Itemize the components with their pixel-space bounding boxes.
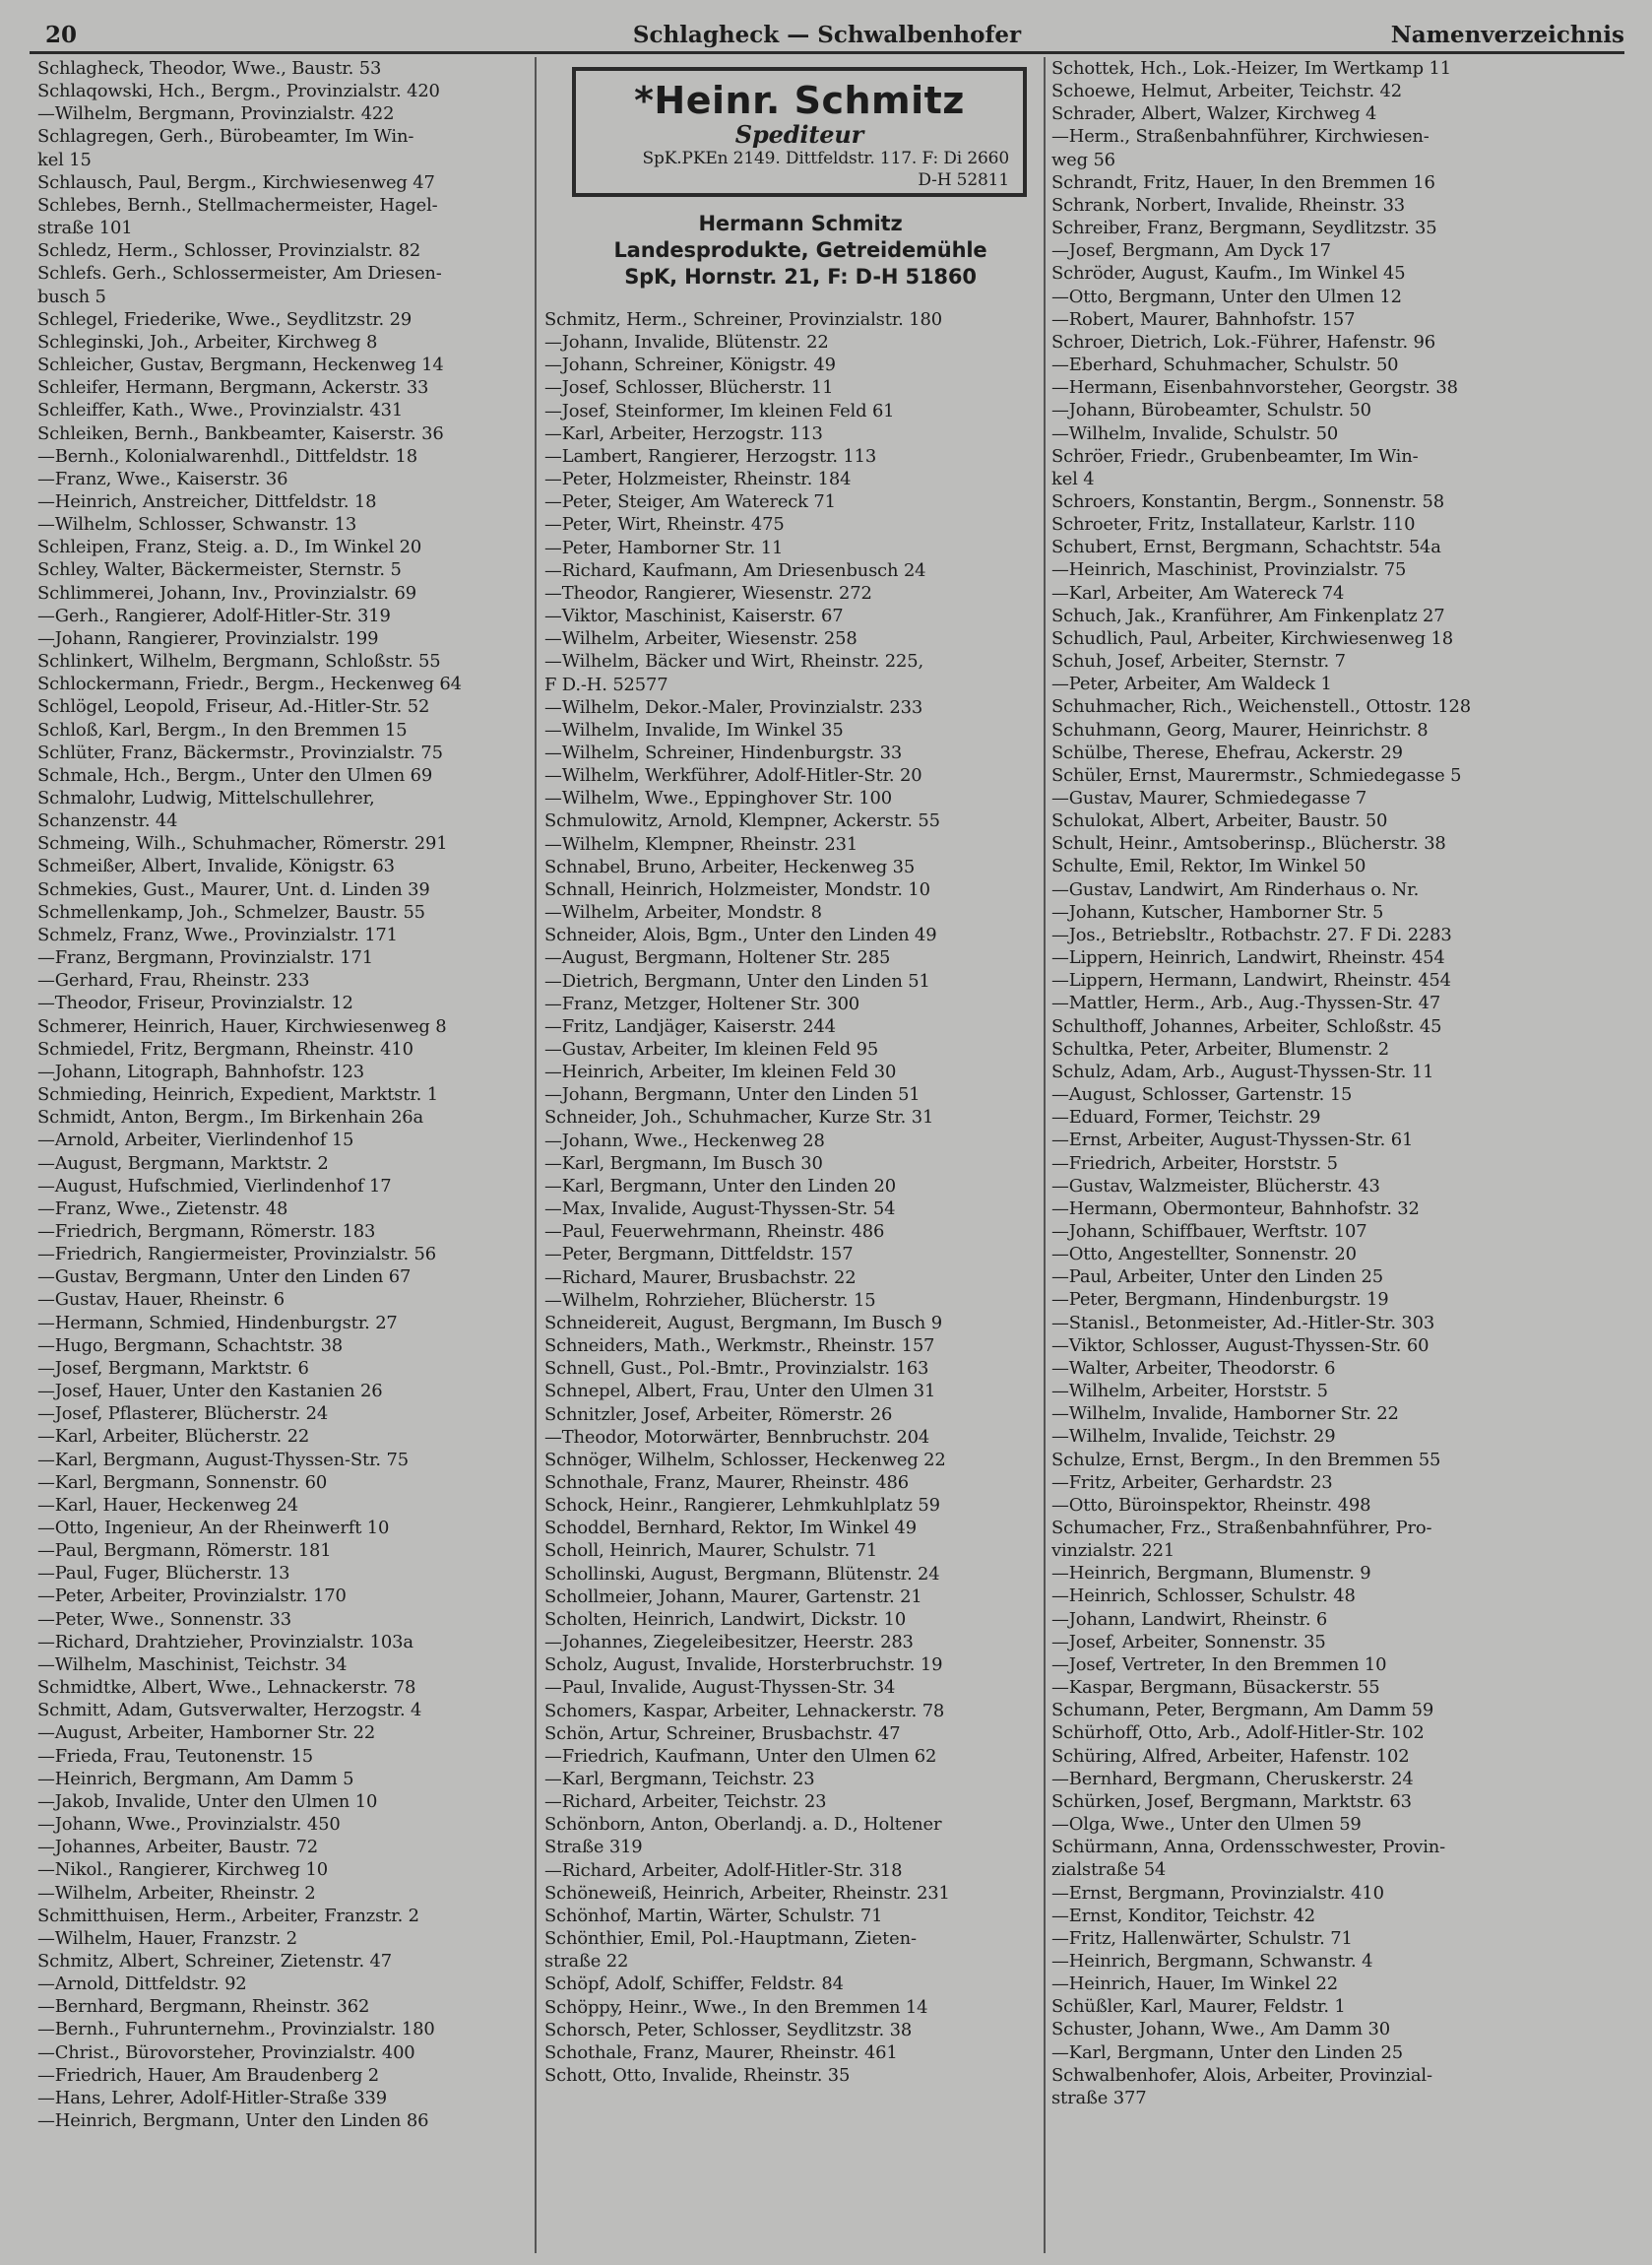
- directory-entry: Schmalohr, Ludwig, Mittelschullehrer,: [37, 788, 375, 809]
- directory-entry: —Ernst, Arbeiter, August-Thyssen-Str. 61: [1051, 1130, 1414, 1151]
- directory-entry: —Fritz, Arbeiter, Gerhardstr. 23: [1051, 1471, 1333, 1493]
- directory-entry: —Karl, Arbeiter, Am Watereck 74: [1051, 582, 1345, 604]
- directory-entry: Schlebes, Bernh., Stellmachermeister, Hagel-: [37, 194, 438, 216]
- directory-entry: Schmitz, Albert, Schreiner, Zietenstr. 47: [37, 1950, 392, 1972]
- directory-entry: —Karl, Bergmann, Sonnenstr. 60: [37, 1471, 328, 1493]
- directory-entry: Schönthier, Emil, Pol.-Hauptmann, Zieten-: [544, 1928, 917, 1950]
- directory-entry: —Richard, Arbeiter, Teichstr. 23: [544, 1791, 827, 1813]
- directory-entry: Schrandt, Fritz, Hauer, In den Bremmen 16: [1051, 171, 1435, 193]
- directory-entry: Schulthoff, Johannes, Arbeiter, Schloßstr. 45: [1051, 1015, 1442, 1037]
- directory-entry: —Peter, Arbeiter, Provinzialstr. 170: [37, 1586, 347, 1607]
- directory-entry: —Paul, Invalide, August-Thyssen-Str. 34: [544, 1677, 896, 1699]
- directory-entry: Schmitz, Herm., Schreiner, Provinzialstr. 180: [544, 309, 942, 330]
- directory-entry: —Wilhelm, Bergmann, Provinzialstr. 422: [37, 103, 395, 125]
- directory-entry: —Lippern, Heinrich, Landwirt, Rheinstr. 454: [1051, 947, 1445, 969]
- directory-entry: —August, Bergmann, Holtener Str. 285: [544, 947, 891, 969]
- directory-entry: F D.-H. 52577: [544, 674, 668, 695]
- directory-entry: —Peter, Arbeiter, Am Waldeck 1: [1051, 674, 1332, 695]
- directory-entry: —Josef, Schlosser, Blücherstr. 11: [544, 377, 834, 399]
- directory-entry: Schottek, Hch., Lok.-Heizer, Im Wertkamp 11: [1051, 58, 1451, 79]
- directory-entry: Schreiber, Franz, Bergmann, Seydlitzstr. 35: [1051, 218, 1437, 239]
- ad-phone-line: D-H 52811: [918, 170, 1009, 190]
- directory-entry: —Johann, Kutscher, Hamborner Str. 5: [1051, 901, 1384, 923]
- directory-entry: Schmitt, Adam, Gutsverwalter, Herzogstr. 4: [37, 1700, 422, 1721]
- directory-entry: —Bernh., Kolonialwarenhdl., Dittfeldstr. 18: [37, 445, 417, 467]
- directory-entry: Schön, Artur, Schreiner, Brusbachstr. 47: [544, 1722, 901, 1744]
- directory-entry: —Heinrich, Arbeiter, Im kleinen Feld 30: [544, 1062, 897, 1083]
- directory-entry: —August, Arbeiter, Hamborner Str. 22: [37, 1722, 376, 1744]
- directory-entry: Schnothale, Franz, Maurer, Rheinstr. 486: [544, 1471, 910, 1493]
- directory-entry: —Wilhelm, Werkführer, Adolf-Hitler-Str. 20: [544, 765, 922, 787]
- directory-entry: —Peter, Wirt, Rheinstr. 475: [544, 514, 785, 536]
- directory-entry: —Eberhard, Schuhmacher, Schulstr. 50: [1051, 355, 1399, 376]
- directory-entry: —Peter, Bergmann, Hindenburgstr. 19: [1051, 1289, 1389, 1311]
- directory-entry: —Johann, Bürobeamter, Schulstr. 50: [1051, 400, 1371, 421]
- directory-entry: Schuch, Jak., Kranführer, Am Finkenplatz 27: [1051, 605, 1445, 626]
- directory-entry: Schlausch, Paul, Bergm., Kirchwiesenweg 47: [37, 171, 435, 193]
- directory-entry: —Wilhelm, Arbeiter, Wiesenstr. 258: [544, 628, 858, 650]
- directory-entry: —Kaspar, Bergmann, Büsackerstr. 55: [1051, 1677, 1380, 1699]
- directory-entry: —Arnold, Dittfeldstr. 92: [37, 1974, 247, 1995]
- directory-entry: Schmidtke, Albert, Wwe., Lehnackerstr. 78: [37, 1677, 416, 1699]
- directory-entry: —Bernhard, Bergmann, Rheinstr. 362: [37, 1996, 370, 2018]
- directory-entry: Schürhoff, Otto, Arb., Adolf-Hitler-Str. 102: [1051, 1722, 1425, 1744]
- directory-entry: —Johannes, Arbeiter, Baustr. 72: [37, 1837, 318, 1858]
- directory-entry: —Karl, Bergmann, Unter den Linden 20: [544, 1175, 896, 1197]
- directory-entry: —Frieda, Frau, Teutonenstr. 15: [37, 1745, 314, 1767]
- directory-entry: —Hermann, Obermonteur, Bahnhofstr. 32: [1051, 1197, 1420, 1219]
- directory-entry: —Wilhelm, Invalide, Im Winkel 35: [544, 719, 844, 741]
- directory-entry: Schroeter, Fritz, Installateur, Karlstr. 110: [1051, 514, 1416, 536]
- directory-entry: —Heinrich, Schlosser, Schulstr. 48: [1051, 1586, 1356, 1607]
- directory-entry: kel 4: [1051, 468, 1095, 489]
- directory-entry: Schulokat, Albert, Arbeiter, Baustr. 50: [1051, 810, 1388, 832]
- directory-entry: —Franz, Wwe., Zietenstr. 48: [37, 1197, 288, 1219]
- column-1: [37, 57, 549, 2132]
- directory-entry: Schanzenstr. 44: [37, 810, 178, 832]
- directory-entry: Schleiffer, Kath., Wwe., Provinzialstr. 431: [37, 400, 404, 421]
- directory-entry: straße 22: [544, 1951, 629, 1973]
- directory-entry: —Jakob, Invalide, Unter den Ulmen 10: [37, 1790, 378, 1812]
- directory-entry: —Peter, Steiger, Am Watereck 71: [544, 491, 836, 513]
- directory-entry: Schrader, Albert, Walzer, Kirchweg 4: [1051, 103, 1377, 125]
- directory-entry: —Jos., Betriebsltr., Rotbachstr. 27. F Di. 2283: [1051, 924, 1452, 945]
- directory-entry: Schnabel, Bruno, Arbeiter, Heckenweg 35: [544, 856, 916, 877]
- directory-entry: —Heinrich, Anstreicher, Dittfeldstr. 18: [37, 490, 377, 512]
- directory-entry: Schorsch, Peter, Schlosser, Seydlitzstr. 38: [544, 2019, 913, 2040]
- page-header: [30, 18, 1624, 54]
- directory-entry: —Lippern, Hermann, Landwirt, Rheinstr. 454: [1051, 970, 1451, 992]
- directory-entry: —Richard, Kaufmann, Am Driesenbusch 24: [544, 559, 926, 581]
- directory-entry: straße 377: [1051, 2087, 1147, 2108]
- section-title: Namenverzeichnis: [1390, 22, 1624, 48]
- directory-entry: —Eduard, Former, Teichstr. 29: [1051, 1107, 1321, 1129]
- directory-entry: —Josef, Pflasterer, Blücherstr. 24: [37, 1403, 329, 1425]
- directory-entry: busch 5: [37, 286, 106, 307]
- directory-entry: —Hermann, Eisenbahnvorsteher, Georgstr. 38: [1051, 377, 1458, 399]
- directory-entry: —Heinrich, Hauer, Im Winkel 22: [1051, 1974, 1338, 1995]
- directory-entry: —Gustav, Arbeiter, Im kleinen Feld 95: [544, 1039, 879, 1060]
- directory-entry: —Wilhelm, Invalide, Hamborner Str. 22: [1051, 1403, 1399, 1425]
- directory-entry: —Peter, Hamborner Str. 11: [544, 537, 784, 558]
- directory-entry: Straße 319: [544, 1837, 643, 1858]
- directory-entry: Schlockermann, Friedr., Bergm., Heckenweg 64: [37, 674, 462, 695]
- directory-entry: Schuhmann, Georg, Maurer, Heinrichstr. 8: [1051, 719, 1429, 741]
- ad-contact: SpK, Hornstr. 21, F: D-H 51860: [624, 265, 977, 289]
- directory-entry: Scholten, Heinrich, Landwirt, Dickstr. 10: [544, 1608, 907, 1630]
- directory-entry: Schnell, Gust., Pol.-Bmtr., Provinzialstr. 163: [544, 1358, 929, 1380]
- directory-entry: —Bernh., Fuhrunternehm., Provinzialstr. 180: [37, 2019, 435, 2040]
- directory-entry: —Theodor, Friseur, Provinzialstr. 12: [37, 993, 353, 1014]
- directory-entry: —Otto, Büroinspektor, Rheinstr. 498: [1051, 1494, 1371, 1516]
- directory-entry: Schudlich, Paul, Arbeiter, Kirchwiesenweg 18: [1051, 627, 1453, 649]
- directory-entry: —August, Schlosser, Gartenstr. 15: [1051, 1084, 1353, 1106]
- directory-entry: Schmerer, Heinrich, Hauer, Kirchwiesenweg 8: [37, 1015, 447, 1037]
- directory-entry: Schoddel, Bernhard, Rektor, Im Winkel 49: [544, 1518, 917, 1539]
- directory-entry: —Johann, Schiffbauer, Werftstr. 107: [1051, 1220, 1367, 1242]
- directory-entry: —Heinrich, Bergmann, Unter den Linden 86: [37, 2110, 429, 2132]
- directory-entry: Schothale, Franz, Maurer, Rheinstr. 461: [544, 2041, 898, 2063]
- directory-entry: Schubert, Ernst, Bergmann, Schachtstr. 54a: [1051, 537, 1441, 558]
- directory-entry: Schnall, Heinrich, Holzmeister, Mondstr. 10: [544, 878, 930, 900]
- directory-entry: Schott, Otto, Invalide, Rheinstr. 35: [544, 2065, 851, 2087]
- directory-entry: —Gustav, Walzmeister, Blücherstr. 43: [1051, 1175, 1380, 1197]
- directory-entry: Schloß, Karl, Bergm., In den Bremmen 15: [37, 719, 408, 741]
- directory-entry: —Richard, Drahtzieher, Provinzialstr. 103a: [37, 1631, 413, 1652]
- directory-entry: Schürmann, Anna, Ordensschwester, Provin-: [1051, 1837, 1446, 1858]
- directory-entry: Schöneweiß, Heinrich, Arbeiter, Rheinstr. 231: [544, 1882, 950, 1904]
- directory-entry: —Friedrich, Kaufmann, Unter den Ulmen 62: [544, 1745, 937, 1767]
- directory-entry: —Josef, Vertreter, In den Bremmen 10: [1051, 1653, 1387, 1675]
- directory-entry: —Heinrich, Bergmann, Am Damm 5: [37, 1768, 354, 1789]
- directory-entry: —Johann, Landwirt, Rheinstr. 6: [1051, 1608, 1328, 1630]
- directory-entry: Schönhof, Martin, Wärter, Schulstr. 71: [544, 1905, 883, 1926]
- directory-entry: —Johann, Bergmann, Unter den Linden 51: [544, 1084, 921, 1106]
- directory-entry: Schlegel, Friederike, Wwe., Seydlitzstr. 29: [37, 308, 413, 330]
- directory-entry: Schollinski, August, Bergmann, Blütenstr. 24: [544, 1563, 940, 1585]
- directory-entry: —Josef, Arbeiter, Sonnenstr. 35: [1051, 1631, 1326, 1652]
- directory-entry: —Karl, Bergmann, August-Thyssen-Str. 75: [37, 1449, 409, 1470]
- directory-entry: weg 56: [1051, 149, 1115, 170]
- directory-entry: Schürken, Josef, Bergmann, Marktstr. 63: [1051, 1790, 1412, 1812]
- directory-entry: Schumann, Peter, Bergmann, Am Damm 59: [1051, 1700, 1434, 1721]
- directory-entry: —Mattler, Herm., Arb., Aug.-Thyssen-Str. 47: [1051, 993, 1441, 1014]
- directory-entry: —Franz, Wwe., Kaiserstr. 36: [37, 468, 288, 489]
- directory-entry: zialstraße 54: [1051, 1859, 1167, 1881]
- directory-entry: Schuh, Josef, Arbeiter, Sternstr. 7: [1051, 651, 1346, 673]
- directory-entry: —Paul, Bergmann, Römerstr. 181: [37, 1540, 332, 1562]
- directory-entry: —Friedrich, Rangiermeister, Provinzialstr. 56: [37, 1244, 436, 1265]
- directory-entry: Schuhmacher, Rich., Weichenstell., Ottostr. 128: [1051, 696, 1471, 718]
- directory-entry: Schoewe, Helmut, Arbeiter, Teichstr. 42: [1051, 81, 1403, 102]
- directory-entry: —Johann, Litograph, Bahnhofstr. 123: [37, 1061, 365, 1082]
- advertisement-hermann-schmitz: [544, 211, 1056, 291]
- ad-business: Landesprodukte, Getreidemühle: [613, 238, 987, 262]
- directory-entry: —Peter, Wwe., Sonnenstr. 33: [37, 1608, 292, 1630]
- directory-entry: —Johannes, Ziegeleibesitzer, Heerstr. 283: [544, 1632, 914, 1653]
- column-2: [544, 57, 1056, 2087]
- directory-entry: kel 15: [37, 149, 92, 170]
- directory-entry: —Friedrich, Bergmann, Römerstr. 183: [37, 1220, 376, 1242]
- ad-name: Hermann Schmitz: [698, 212, 903, 235]
- directory-entry: —Paul, Feuerwehrmann, Rheinstr. 486: [544, 1221, 885, 1243]
- directory-entry: —Karl, Bergmann, Teichstr. 23: [544, 1769, 815, 1789]
- directory-entry: Schnitzler, Josef, Arbeiter, Römerstr. 26: [544, 1403, 893, 1425]
- directory-entry: —Gustav, Hauer, Rheinstr. 6: [37, 1289, 285, 1311]
- directory-entry: —Wilhelm, Maschinist, Teichstr. 34: [37, 1653, 348, 1675]
- directory-entry: —Bernhard, Bergmann, Cheruskerstr. 24: [1051, 1768, 1414, 1789]
- directory-entry: —Friedrich, Arbeiter, Horststr. 5: [1051, 1152, 1338, 1174]
- directory-entry: Schönborn, Anton, Oberlandj. a. D., Holtener: [544, 1814, 942, 1836]
- directory-entry: Schley, Walter, Bäckermeister, Sternstr. 5: [37, 559, 402, 581]
- directory-entry: —Heinrich, Maschinist, Provinzialstr. 75: [1051, 559, 1407, 581]
- directory-entry: Schuster, Johann, Wwe., Am Damm 30: [1051, 2019, 1391, 2040]
- directory-entry: Schmeing, Wilh., Schuhmacher, Römerstr. 291: [37, 833, 448, 855]
- directory-entry: Schulte, Emil, Rektor, Im Winkel 50: [1051, 856, 1366, 877]
- directory-entry: Scholz, August, Invalide, Horsterbruchstr. 19: [544, 1654, 943, 1676]
- directory-entry: —Otto, Ingenieur, An der Rheinwerft 10: [37, 1518, 390, 1538]
- directory-entry: —Gerhard, Frau, Rheinstr. 233: [37, 970, 310, 992]
- directory-entry: —Gustav, Bergmann, Unter den Linden 67: [37, 1266, 412, 1288]
- directory-entry: Schroer, Dietrich, Lok.-Führer, Hafenstr. 96: [1051, 331, 1435, 353]
- directory-entry: straße 101: [37, 218, 133, 239]
- directory-entry: Schlaqowski, Hch., Bergm., Provinzialstr. 420: [37, 81, 440, 102]
- directory-entry: Schmiedel, Fritz, Bergmann, Rheinstr. 410: [37, 1038, 413, 1060]
- directory-entry: Schleginski, Joh., Arbeiter, Kirchweg 8: [37, 331, 378, 353]
- directory-entry: —Wilhelm, Wwe., Eppinghover Str. 100: [544, 788, 892, 809]
- directory-entry: Schöppy, Heinr., Wwe., In den Bremmen 14: [544, 1996, 928, 2018]
- directory-entry: Schmeißer, Albert, Invalide, Königstr. 63: [37, 856, 395, 877]
- directory-entry: Schneiders, Math., Werkmstr., Rheinstr. 157: [544, 1335, 935, 1357]
- directory-entry: —Wilhelm, Schlosser, Schwanstr. 13: [37, 514, 357, 536]
- directory-entry: —Theodor, Rangierer, Wiesenstr. 272: [544, 582, 872, 604]
- directory-entry: —August, Hufschmied, Vierlindenhof 17: [37, 1175, 392, 1197]
- directory-entry: —Arnold, Arbeiter, Vierlindenhof 15: [37, 1130, 354, 1151]
- directory-entry: Schollmeier, Johann, Maurer, Gartenstr. 21: [544, 1586, 922, 1607]
- directory-entry: —August, Bergmann, Marktstr. 2: [37, 1152, 329, 1174]
- directory-entry: Schneider, Joh., Schuhmacher, Kurze Str. 31: [544, 1107, 934, 1129]
- directory-entry: —Peter, Holzmeister, Rheinstr. 184: [544, 469, 852, 490]
- directory-entry: —Wilhelm, Arbeiter, Mondstr. 8: [544, 902, 822, 924]
- directory-entry: Schlinkert, Wilhelm, Bergmann, Schloßstr. 55: [37, 651, 441, 673]
- directory-entry: —Christ., Bürovorsteher, Provinzialstr. 400: [37, 2041, 415, 2063]
- directory-entry: Schülbe, Therese, Ehefrau, Ackerstr. 29: [1051, 742, 1403, 763]
- directory-entry: Schmidt, Anton, Bergm., Im Birkenhain 26a: [37, 1107, 424, 1129]
- directory-entry: —Hugo, Bergmann, Schachtstr. 38: [37, 1334, 344, 1356]
- directory-entry: —Gustav, Maurer, Schmiedegasse 7: [1051, 788, 1367, 809]
- directory-entry: —Karl, Hauer, Heckenweg 24: [37, 1494, 298, 1516]
- directory-entry: —Olga, Wwe., Unter den Ulmen 59: [1051, 1814, 1362, 1836]
- directory-entry: —Franz, Bergmann, Provinzialstr. 171: [37, 947, 373, 969]
- directory-entry: Schröer, Friedr., Grubenbeamter, Im Win-: [1051, 445, 1419, 467]
- advertisement-schmitz-spediteur: [572, 67, 1027, 197]
- directory-entry: —Karl, Arbeiter, Blücherstr. 22: [37, 1426, 310, 1448]
- directory-entry: —Richard, Maurer, Brusbachstr. 22: [544, 1266, 857, 1288]
- directory-entry: —Wilhelm, Hauer, Franzstr. 2: [37, 1927, 298, 1949]
- directory-entry: —Hermann, Schmied, Hindenburgstr. 27: [37, 1312, 398, 1333]
- directory-entry: Schock, Heinr., Rangierer, Lehmkuhlplatz 59: [544, 1495, 940, 1517]
- directory-entry: Schultka, Peter, Arbeiter, Blumenstr. 2: [1051, 1038, 1389, 1060]
- directory-entry: —Stanisl., Betonmeister, Ad.-Hitler-Str. 303: [1051, 1312, 1435, 1333]
- directory-entry: —Karl, Bergmann, Im Busch 30: [544, 1152, 823, 1174]
- directory-entry: —Paul, Fuger, Blücherstr. 13: [37, 1563, 290, 1585]
- page-number: 20: [45, 22, 78, 48]
- directory-entry: —Johann, Rangierer, Provinzialstr. 199: [37, 627, 379, 649]
- directory-entry: Schüßler, Karl, Maurer, Feldstr. 1: [1051, 1996, 1346, 2018]
- directory-entry: —Johann, Invalide, Blütenstr. 22: [544, 332, 829, 354]
- directory-entry: Schroers, Konstantin, Bergm., Sonnenstr. 58: [1051, 490, 1444, 512]
- directory-entry: —Max, Invalide, August-Thyssen-Str. 54: [544, 1198, 896, 1220]
- column-3: [1051, 57, 1563, 2109]
- directory-entry: Schlimmerei, Johann, Inv., Provinzialstr. 69: [37, 582, 416, 604]
- directory-entry: Schneider, Alois, Bgm., Unter den Linden 49: [544, 925, 937, 946]
- directory-entry: —Wilhelm, Invalide, Schulstr. 50: [1051, 422, 1339, 444]
- page-title: Schlagheck — Schwalbenhofer: [632, 22, 1022, 48]
- directory-entry: Schnepel, Albert, Frau, Unter den Ulmen 31: [544, 1381, 936, 1402]
- directory-entry: Schleifer, Hermann, Bergmann, Ackerstr. 33: [37, 377, 429, 399]
- directory-entry: —Karl, Arbeiter, Herzogstr. 113: [544, 422, 823, 444]
- directory-entry: Schlögel, Leopold, Friseur, Ad.-Hitler-Str. 52: [37, 696, 430, 718]
- directory-entry: —Theodor, Motorwärter, Bennbruchstr. 204: [544, 1426, 930, 1448]
- ad-contact-line: SpK.PKEn 2149. Dittfeldstr. 117. F: Di 2660: [642, 149, 1009, 168]
- directory-entry: Schmieding, Heinrich, Expedient, Marktstr. 1: [37, 1084, 438, 1106]
- directory-entry: —Josef, Bergmann, Marktstr. 6: [37, 1357, 309, 1379]
- directory-entry: Schulz, Adam, Arb., August-Thyssen-Str. 11: [1051, 1061, 1434, 1082]
- directory-entry: vinzialstr. 221: [1051, 1540, 1175, 1562]
- directory-entry: —Johann, Schreiner, Königstr. 49: [544, 355, 836, 376]
- directory-entry: —Wilhelm, Dekor.-Maler, Provinzialstr. 233: [544, 696, 923, 718]
- directory-entry: Schmelz, Franz, Wwe., Provinzialstr. 171: [37, 924, 398, 945]
- directory-entry: —Robert, Maurer, Bahnhofstr. 157: [1051, 308, 1356, 330]
- directory-entry: Schulze, Ernst, Bergm., In den Bremmen 55: [1051, 1449, 1441, 1470]
- directory-entry: —Lambert, Rangierer, Herzogstr. 113: [544, 445, 877, 467]
- directory-entry: —Wilhelm, Arbeiter, Rheinstr. 2: [37, 1882, 316, 1904]
- directory-entry: —Fritz, Hallenwärter, Schulstr. 71: [1051, 1927, 1353, 1949]
- directory-entry: —Heinrich, Bergmann, Blumenstr. 9: [1051, 1563, 1371, 1585]
- directory-entry: Schleicher, Gustav, Bergmann, Heckenweg 14: [37, 355, 444, 376]
- directory-entry: Schlagheck, Theodor, Wwe., Baustr. 53: [37, 58, 382, 79]
- directory-entry: —Ernst, Bergmann, Provinzialstr. 410: [1051, 1882, 1384, 1904]
- directory-entry: —Dietrich, Bergmann, Unter den Linden 51: [544, 970, 930, 992]
- directory-entry: Schomers, Kaspar, Arbeiter, Lehnackerstr. 78: [544, 1700, 945, 1721]
- directory-entry: Schnöger, Wilhelm, Schlosser, Heckenweg 22: [544, 1449, 946, 1470]
- directory-entry: —Otto, Bergmann, Unter den Ulmen 12: [1051, 286, 1402, 307]
- directory-entry: —Johann, Wwe., Heckenweg 28: [544, 1130, 825, 1151]
- directory-entry: Schledz, Herm., Schlosser, Provinzialstr. 82: [37, 240, 421, 262]
- directory-entry: —Karl, Bergmann, Unter den Linden 25: [1051, 2041, 1403, 2063]
- directory-entry: Schneidereit, August, Bergmann, Im Busch 9: [544, 1312, 942, 1333]
- directory-entry: —Josef, Steinformer, Im kleinen Feld 61: [544, 400, 895, 421]
- directory-entry: Schrank, Norbert, Invalide, Rheinstr. 33: [1051, 194, 1406, 216]
- directory-entry: —Viktor, Maschinist, Kaiserstr. 67: [544, 606, 844, 627]
- directory-entry: Schumacher, Frz., Straßenbahnführer, Pro-: [1051, 1518, 1432, 1538]
- directory-entry: —Josef, Bergmann, Am Dyck 17: [1051, 240, 1331, 262]
- directory-entry: —Wilhelm, Arbeiter, Horststr. 5: [1051, 1381, 1328, 1402]
- directory-entry: Schüring, Alfred, Arbeiter, Hafenstr. 102: [1051, 1745, 1410, 1767]
- directory-entry: Schleipen, Franz, Steig. a. D., Im Winkel 20: [37, 537, 422, 558]
- directory-entry: Schüler, Ernst, Maurermstr., Schmiedegasse 5: [1051, 764, 1462, 786]
- ad-company-name: *Heinr. Schmitz: [634, 79, 965, 122]
- directory-entry: Schmellenkamp, Joh., Schmelzer, Baustr. 55: [37, 901, 425, 923]
- directory-entry: —Heinrich, Bergmann, Schwanstr. 4: [1051, 1950, 1373, 1972]
- directory-entry: Schlefs. Gerh., Schlossermeister, Am Driesen-: [37, 263, 442, 285]
- directory-entry: —Nikol., Rangierer, Kirchweg 10: [37, 1859, 328, 1881]
- directory-entry: —Viktor, Schlosser, August-Thyssen-Str. 60: [1051, 1334, 1430, 1356]
- directory-entry: —Wilhelm, Bäcker und Wirt, Rheinstr. 225,: [544, 651, 924, 673]
- directory-entry: Schwalbenhofer, Alois, Arbeiter, Provinzial-: [1051, 2064, 1432, 2086]
- directory-entry: Schmitthuisen, Herm., Arbeiter, Franzstr. 2: [37, 1905, 419, 1926]
- directory-entry: —Otto, Angestellter, Sonnenstr. 20: [1051, 1244, 1357, 1265]
- directory-entry: Schröder, August, Kaufm., Im Winkel 45: [1051, 263, 1406, 285]
- directory-entry: Schöpf, Adolf, Schiffer, Feldstr. 84: [544, 1974, 844, 1995]
- directory-entry: Schmale, Hch., Bergm., Unter den Ulmen 69: [37, 764, 433, 786]
- directory-entry: —Peter, Bergmann, Dittfeldstr. 157: [544, 1244, 854, 1265]
- directory-entry: —Friedrich, Hauer, Am Braudenberg 2: [37, 2064, 380, 2086]
- directory-entry: —Fritz, Landjäger, Kaiserstr. 244: [544, 1015, 836, 1037]
- directory-entry: —Josef, Hauer, Unter den Kastanien 26: [37, 1381, 383, 1402]
- directory-entry: Schlüter, Franz, Bäckermstr., Provinzialstr. 75: [37, 742, 443, 763]
- column-2-entries: [544, 308, 1056, 2087]
- directory-entry: —Johann, Wwe., Provinzialstr. 450: [37, 1814, 341, 1836]
- ad-subtitle: Spediteur: [734, 120, 864, 149]
- directory-entry: —Wilhelm, Rohrzieher, Blücherstr. 15: [544, 1289, 876, 1311]
- directory-entry: Schlagregen, Gerh., Bürobeamter, Im Win-: [37, 126, 414, 148]
- directory-entry: —Wilhelm, Invalide, Teichstr. 29: [1051, 1426, 1336, 1448]
- directory-entry: —Hans, Lehrer, Adolf-Hitler-Straße 339: [37, 2087, 387, 2108]
- directory-entry: —Wilhelm, Klempner, Rheinstr. 231: [544, 833, 858, 855]
- directory-entry: —Walter, Arbeiter, Theodorstr. 6: [1051, 1357, 1336, 1379]
- directory-entry: —Franz, Metzger, Holtener Str. 300: [544, 993, 860, 1014]
- directory-entry: —Paul, Arbeiter, Unter den Linden 25: [1051, 1266, 1383, 1288]
- directory-entry: Scholl, Heinrich, Maurer, Schulstr. 71: [544, 1540, 878, 1562]
- directory-entry: —Gustav, Landwirt, Am Rinderhaus o. Nr.: [1051, 878, 1420, 900]
- directory-entry: Schleiken, Bernh., Bankbeamter, Kaiserstr. 36: [37, 422, 444, 444]
- directory-entry: —Herm., Straßenbahnführer, Kirchwiesen-: [1051, 126, 1430, 148]
- directory-entry: —Richard, Arbeiter, Adolf-Hitler-Str. 318: [544, 1859, 903, 1881]
- directory-entry: Schmulowitz, Arnold, Klempner, Ackerstr. 55: [544, 810, 940, 832]
- directory-entry: —Gerh., Rangierer, Adolf-Hitler-Str. 319: [37, 605, 391, 626]
- directory-entry: —Ernst, Konditor, Teichstr. 42: [1051, 1905, 1316, 1926]
- directory-entry: Schult, Heinr., Amtsoberinsp., Blücherstr. 38: [1051, 833, 1446, 855]
- directory-entry: —Wilhelm, Schreiner, Hindenburgstr. 33: [544, 742, 903, 763]
- directory-entry: Schmekies, Gust., Maurer, Unt. d. Linden 39: [37, 878, 430, 900]
